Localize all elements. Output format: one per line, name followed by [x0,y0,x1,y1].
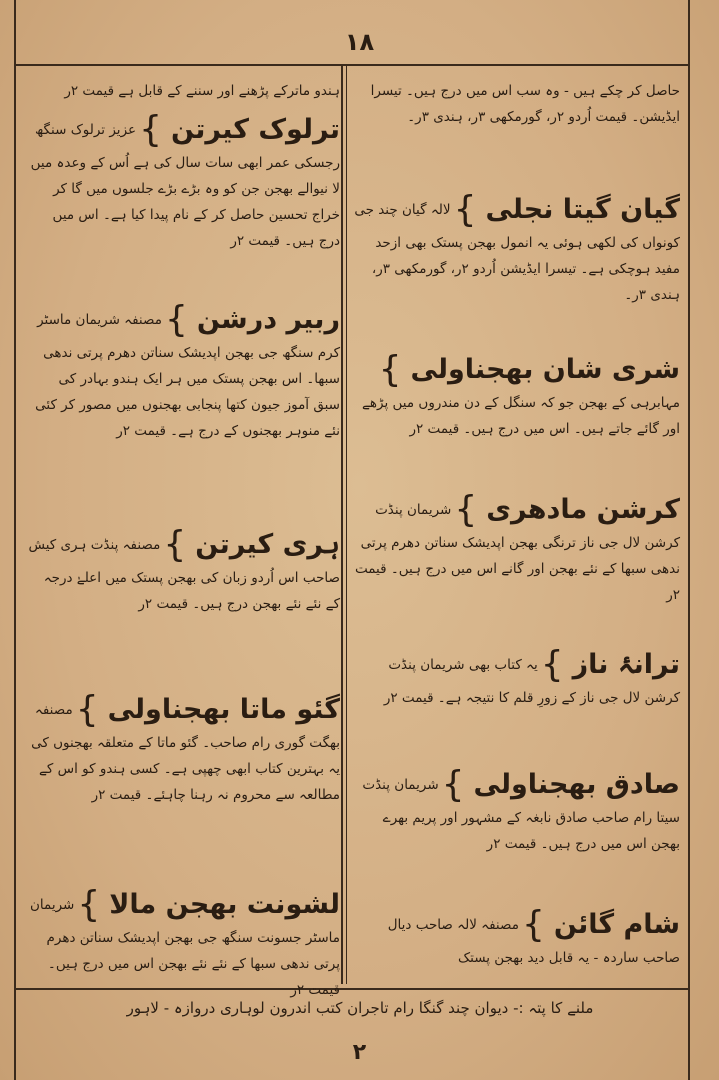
right-column [350,70,680,985]
book-description: مصنفہ بھگت گوری رام صاحب۔ گئو ماتا کے متعلقہ بھجنوں کی یہ بہترین کتاب ابھی چھپی ہے۔ کسی ہندو کو اس کے مطالعہ سے محروم نہ رہنا چاہئے۔ قیمت ۲ر [31,702,340,803]
book-title: شام گائن [553,909,680,940]
book-description: مصنفہ لالہ صاحب دیال صاحب ساردہ - یہ قابل دید بھجن پستک [387,917,680,966]
book-title: گئو ماتا بھجناولی [107,694,340,725]
brace-icon: } [139,109,162,150]
publisher-address: ملنے کا پتہ :- دیوان چند گنگا رام تاجران کتب اندرون لوہاری دروازہ - لاہور [126,999,594,1017]
book-title: لشونت بھجن مالا [109,889,340,920]
book-title: ترلوک کیرتن [170,114,340,145]
brace-icon: } [441,764,465,805]
book-entry [350,905,680,971]
book-description: یہ کتاب بھی شریمان پنڈت کرشن لال جی ناز کے زورِ قلم کا نتیجہ ہے۔ قیمت ۲ر [383,657,680,706]
book-description: شریمان پنڈت سیتا رام صاحب صادق نابغہ کے مشہور اور پریم بھرے بھجن اس میں درج ہیں۔ قیمت ۲ر [362,777,680,852]
brace-icon: } [77,884,101,925]
left-column [28,70,340,998]
brace-icon: } [453,189,477,230]
book-entry [28,110,340,254]
book-entry [350,645,680,711]
book-description: لالہ گیان چند جی کونواں کی لکھی ہوئی یہ انمول بھجن پستک بھی ازحد مفید ہوچکی ہے۔ تیسرا ایڈیشن اُردو ۲ر، گورمکھی ۳ر، ہندی ۳ر۔ [354,202,680,303]
book-title: شری شان بھجناولی [410,354,680,385]
column-divider [341,64,343,984]
book-description: شریمان پنڈت کرشن لال جی ناز ترنگی بھجن اپدیشک سناتن دھرم پرتی ندھی سبھا کے نئے بھجن اور گانے اس میں درج ہیں۔ قیمت ۲ر [354,502,680,603]
book-entry [28,300,340,444]
header-rule [14,64,690,66]
right-intro [350,78,680,130]
intro-text: حاصل کر چکے ہیں - وہ سب اس میں درج ہیں۔ تیسرا ایڈیشن۔ قیمت اُردو ۲ر، گورمکھی ۳ر، ہندی ۳ر۔ [370,83,680,125]
book-entry [350,190,680,308]
book-title: گیان گیتا نجلی [485,194,680,225]
brace-icon: } [540,644,564,685]
book-entry [28,525,340,617]
book-description: مہابرہی کے بھجن جو کہ سنگل کے دن مندروں میں پڑھے اور گائے جاتے ہیں۔ اس میں درج ہیں۔ قیمت ۲ر [362,395,680,437]
brace-icon: } [163,524,187,565]
book-entry [28,690,340,808]
brace-icon: } [521,904,545,945]
brace-icon: } [164,299,188,340]
brace-icon: } [454,489,478,530]
brace-icon: } [75,689,99,730]
column-divider-inner [346,64,347,984]
page-number: ۱۸ [344,28,375,56]
book-entry [350,350,680,442]
book-description: مصنفہ شریمان ماسٹر کرم سنگھ جی بھجن اپدیشک سناتن دھرم پرتی ندھی سبھا۔ اس بھجن پستک میں ہر ایک ہندو بہادر کی سبق آموز جیون کتھا پنجابی بھجنوں میں مصور کر کئی نئے منوہر بھجنوں کے درج ہے۔ قیمت ۲ر [35,312,340,439]
book-entry [28,885,340,1003]
right-border [688,0,690,1080]
left-intro [28,78,340,104]
signature-number: ۲ [352,1040,367,1065]
book-title: کرشن مادھری [486,494,680,525]
book-description: مصنفہ پنڈت ہری کیش صاحب اس اُردو زبان کی بھجن پستک میں اعلےٰ درجہ کے نئے نئے بھجن درج ہیں۔ قیمت ۲ر [28,537,340,612]
book-description: عزیز ترلوک سنگھ رجسکی عمر ابھی سات سال کی ہے اُس کے وعدہ میں لا نیوالے بھجن جن کو وہ بڑے بڑے جلسوں میں گا کر خراج تحسین حاصل کر کے نام پیدا کیا ہے۔ اس میں درج ہیں۔ قیمت ۲ر [30,122,340,249]
book-title: ترانۂ ناز [572,649,680,680]
book-title: صادق بھجناولی [473,769,680,800]
left-border [14,0,16,1080]
intro-text: ہندو ماترکے پڑھنے اور سننے کے قابل ہے قیمت ۲ر [64,83,340,99]
brace-icon: } [378,349,402,390]
book-title: ربیر درشن [196,304,340,335]
book-description: شریمان ماسٹر جسونت سنگھ جی بھجن اپدیشک سناتن دھرم پرتی ندھی سبھا کے نئے نئے بھجن اس میں درج ہیں۔ قیمت ۲ر [29,897,340,998]
book-entry [350,490,680,608]
book-title: ہری کیرتن [195,529,340,560]
book-entry [350,765,680,857]
